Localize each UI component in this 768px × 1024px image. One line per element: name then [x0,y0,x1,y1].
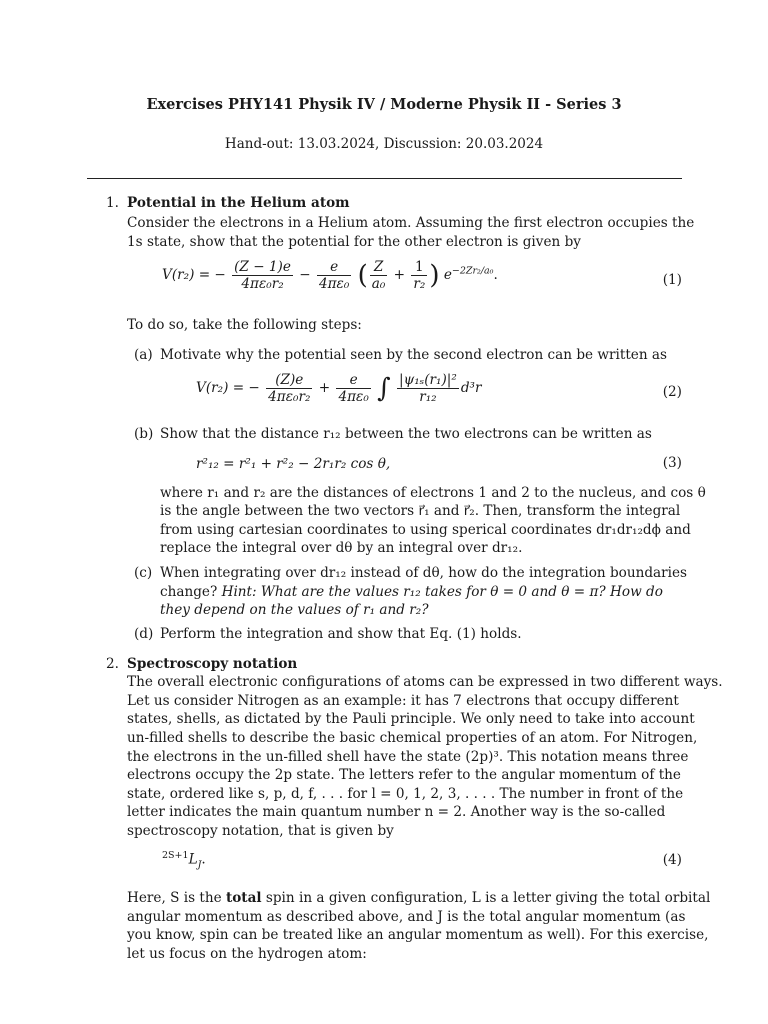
eq2-frac-1 [266,372,312,405]
step-b-cont-line-2: is the angle between the two vectors r⃗₁ and r⃗₂. Then, transform the integral [160,503,681,519]
problem-2-number: 2. [106,656,119,672]
problem-2-para2-line-4: let us focus on the hydrogen atom: [127,946,367,962]
step-c-line-4: they depend on the values of r₁ and r₂? [160,602,429,618]
step-c-change: change? [160,584,218,600]
header-divider [87,178,682,179]
problem-2-para1-line-8: letter indicates the main quantum number n = 2. Another way is the so-called [127,804,666,820]
eq1-end: . [493,267,498,283]
eq1-frac-3-den: a₀ [371,276,386,292]
problem-2-para1-line-6: electrons occupy the 2p state. The letters refer to the angular momentum of the [127,767,681,783]
eq2-frac-2 [336,372,370,405]
problem-2-para1-line-5: the electrons in the un-filled shell have the state (2p)³. This notation means three [127,749,689,765]
eq2-frac-2-num: e [336,372,370,389]
problem-2-para2-line-2: angular momentum as described above, and J is the total angular momentum (as [127,909,686,925]
eq1-frac-4-num: 1 [411,259,427,276]
eq1-paren-open: ( [357,260,368,291]
step-c-hint: Hint: What are the values r₁₂ takes for θ = 0 and θ = π? How do [221,584,663,600]
eq1-exp-sup: −2Zr₂/a₀ [451,265,494,277]
problem-2-para1-line-3: states, shells, as dictated by the Pauli principle. We only need to take into account [127,711,695,727]
step-a-text: Motivate why the potential seen by the second electron can be written as [160,347,667,363]
eq1-frac-2-num: e [317,259,351,276]
eq1-frac-1-num: (Z − 1)e [234,259,291,275]
problem-1-intro-line-1: Consider the electrons in a Helium atom. Assuming the first electron occupies the [127,215,695,231]
equation-4-tag: (4) [662,852,682,868]
equation-2 [196,372,482,405]
eq1-frac-4-den: r₂ [413,276,426,292]
problem-2-para2-line-3: you know, spin can be treated like an angular momentum as well). For this exercise, [127,927,709,943]
eq2-integral: ∫ [377,373,391,404]
step-c-label: (c) [134,565,153,581]
eq1-paren-close: ) [429,260,440,291]
step-b-cont-line-1: where r₁ and r₂ are the distances of electrons 1 and 2 to the nucleus, and cos θ [160,485,706,501]
step-b-cont-line-3: from using cartesian coordinates to using sperical coordinates dr₁dr₁₂dϕ and [160,522,691,538]
problem-2-para2-line-1 [127,889,710,907]
problem-2-para1-line-1: The overall electronic configurations of atoms can be expressed in two different ways. [127,674,723,690]
problem-2-para1-line-4: un-filled shells to describe the basic chemical properties of an atom. For Nitrogen, [127,730,698,746]
eq1-exp-base: e [443,267,452,283]
eq2-frac-1-num: (Z)e [266,372,312,389]
eq4-end: . [201,851,206,868]
handout-dates: Hand-out: 13.03.2024, Discussion: 20.03.2024 [224,136,544,152]
equation-3-tag: (3) [662,455,682,471]
eq2-frac-3-num: |ψ₁ₛ(r₁)|² [398,372,457,388]
equation-2-tag: (2) [662,384,682,400]
eq4-sub: J [197,859,202,871]
problem-2-title: Spectroscopy notation [127,656,298,672]
para2-line-1-pre: Here, S is the [127,890,226,906]
step-d-text: Perform the integration and show that Eq. (1) holds. [160,626,522,642]
eq4-letter: L [188,851,198,868]
step-b-cont-line-4: replace the integral over dθ by an integral over dr₁₂. [160,540,523,556]
steps-intro: To do so, take the following steps: [127,317,362,333]
problem-1-intro-line-2: 1s state, show that the potential for the other electron is given by [127,234,581,250]
eq1-frac-4 [411,259,427,292]
eq1-lhs: V(r₂) = − [162,267,226,283]
eq1-plus: + [393,267,406,283]
eq2-frac-3-den: r₁₂ [419,389,437,405]
eq2-d3r: d³r [460,380,482,396]
eq1-frac-2-den: 4πε₀ [318,276,350,292]
eq2-plus: + [318,380,331,396]
eq2-frac-3 [397,372,459,405]
eq4-sup: 2S+1 [162,850,189,861]
step-b-label: (b) [134,426,154,442]
eq2-lhs: V(r₂) = − [196,380,260,396]
equation-1-tag: (1) [662,272,682,288]
eq1-frac-1 [232,259,293,292]
eq1-frac-1-den: 4πε₀r₂ [241,276,284,292]
step-d-label: (d) [134,626,154,642]
problem-2-para1-line-2: Let us consider Nitrogen as an example: it has 7 electrons that occupy different [127,693,679,709]
eq1-minus: − [299,267,311,283]
problem-2-para1-line-7: state, ordered like s, p, d, f, . . . for l = 0, 1, 2, 3, . . . . The number in front of the [127,786,684,802]
step-b-text: Show that the distance r₁₂ between the two electrons can be written as [160,426,652,442]
eq2-frac-1-den: 4πε₀r₂ [268,389,311,405]
eq2-frac-2-den: 4πε₀ [338,389,369,405]
eq1-frac-3 [370,259,388,292]
problem-1-title: Potential in the Helium atom [127,195,350,211]
step-c-line-1: When integrating over dr₁₂ instead of dθ, how do the integration boundaries [160,565,688,581]
problem-2-para1-line-9: spectroscopy notation, that is given by [127,823,394,839]
page-title: Exercises PHY141 Physik IV / Moderne Physik II - Series 3 [146,96,622,113]
para2-line-1-bold: total [225,890,262,906]
step-c-line-2 [160,583,663,601]
eq1-frac-2 [317,259,351,292]
para2-line-1-post: spin in a given configuration, L is a letter giving the total orbital [261,890,711,906]
eq1-frac-3-num: Z [370,259,388,276]
equation-1 [162,259,498,292]
step-a-label: (a) [134,347,153,363]
equation-3: r²₁₂ = r²₁ + r²₂ − 2r₁r₂ cos θ, [196,456,391,472]
equation-4 [162,850,206,870]
problem-1-number: 1. [106,195,119,211]
